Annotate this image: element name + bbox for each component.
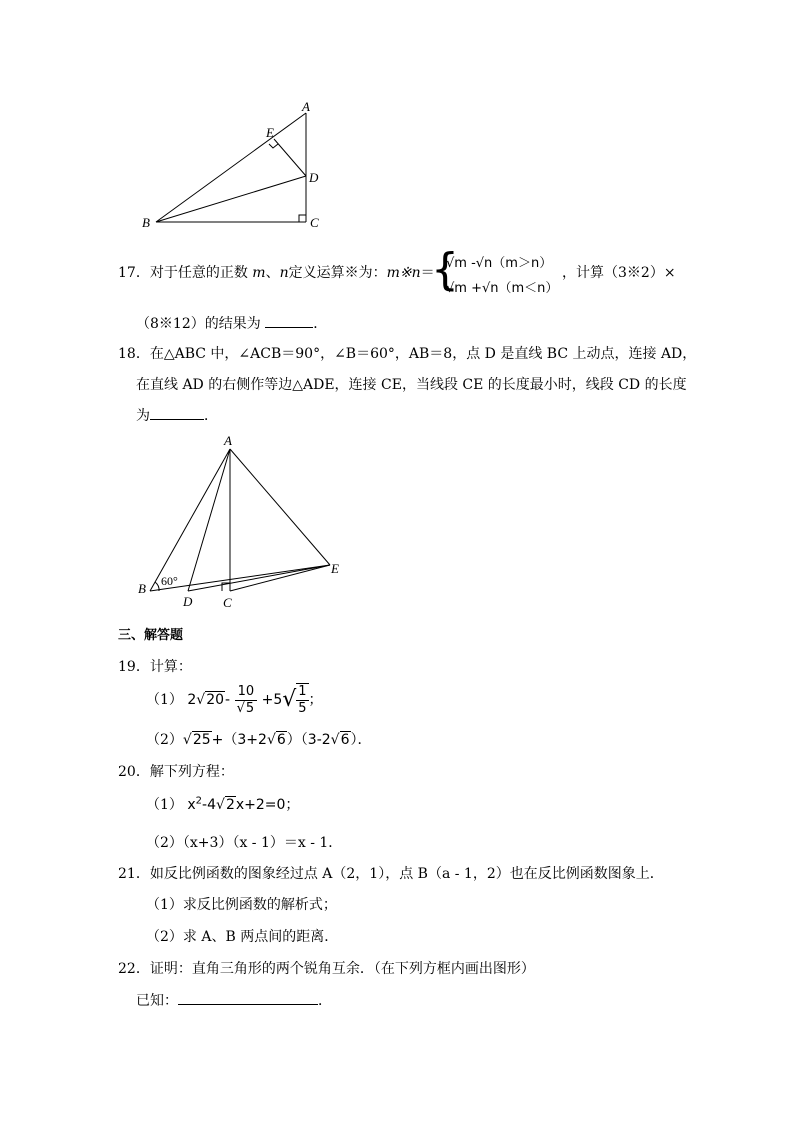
section-title: 三、解答题 [118,628,184,643]
label-B: B [142,215,150,230]
piecewise-brace: { [431,244,459,295]
q21-part2: （2）求 A、B 两点间的距离． [146,929,339,945]
q17-line1: 17．对于任意的正数 m、n定义运算※为：m※n＝ [118,265,435,281]
label-D: D [183,594,193,609]
q19-title: 19．计算： [118,659,192,675]
label-C: C [310,215,319,230]
q18-line3: 为 ． [136,405,218,425]
label-E: E [331,561,339,576]
label-D: D [309,170,319,185]
label-E: E [266,125,274,140]
q20-number: 20． [118,764,150,780]
q22-number: 22． [118,961,150,977]
q17-line2: （8※12）的结果为 ． [136,313,327,333]
q17-line1-end: ，计算（3※2）× [562,265,676,281]
q18-line1: 18．在△ABC 中，∠ACB＝90°，∠B＝60°，AB＝8，点 D 是直线 BC 上动点，连接 AD， [118,346,697,362]
q17-case2: √m +√n（m＜n） [446,281,559,296]
q21-part1: （1）求反比例函数的解析式； [146,897,337,913]
q18-number: 18． [118,346,150,362]
q20-part1: （1） $x^2-4√2x+2=0$； [146,795,300,813]
q19-number: 19． [118,659,150,675]
q21-line: 21．如反比例函数的图象经过点 A（2，1），点 B（a - 1，2）也在反比例函数图象上． [118,866,664,882]
q17-number: 17． [118,265,150,281]
fraction-1-5: $\frac{1}{5}$ [298,684,307,716]
label-C: C [223,595,232,610]
q22-line: 22．证明：直角三角形的两个锐角互余．（在下列方框内画出图形） [118,961,535,977]
answer-blank-18[interactable] [150,405,204,420]
label-A: A [224,433,232,448]
q20-part2: （2）（x+3）（x - 1）＝x - 1． [146,835,343,851]
triangle-figure-q18 [130,430,350,615]
q22-given: 已知： ． [136,990,332,1010]
triangle-figure-q16 [130,100,330,235]
label-B: B [138,581,146,596]
q17-case1: √m -√n（m＞n） [446,256,553,271]
q19-part2: （2）√25+（3+2√6）（3-2√6）． [146,732,372,748]
answer-blank-17[interactable] [265,313,313,328]
q21-number: 21． [118,866,150,882]
given-blank[interactable] [178,990,318,1005]
q20-title: 20．解下列方程： [118,764,234,780]
fraction-10-root5: $\frac{10}{√5}$ [235,684,258,717]
angle-label: 60° [161,574,178,588]
q19-part1: （1） 2√20- $\frac{10}{√5}$ +5√ $\frac{1}{5}$ ； [146,683,323,716]
label-A: A [302,100,310,114]
q18-line2: 在直线 AD 的右侧作等边△ADE，连接 CE，当线段 CE 的长度最小时，线段 CD 的长度 [136,377,687,393]
